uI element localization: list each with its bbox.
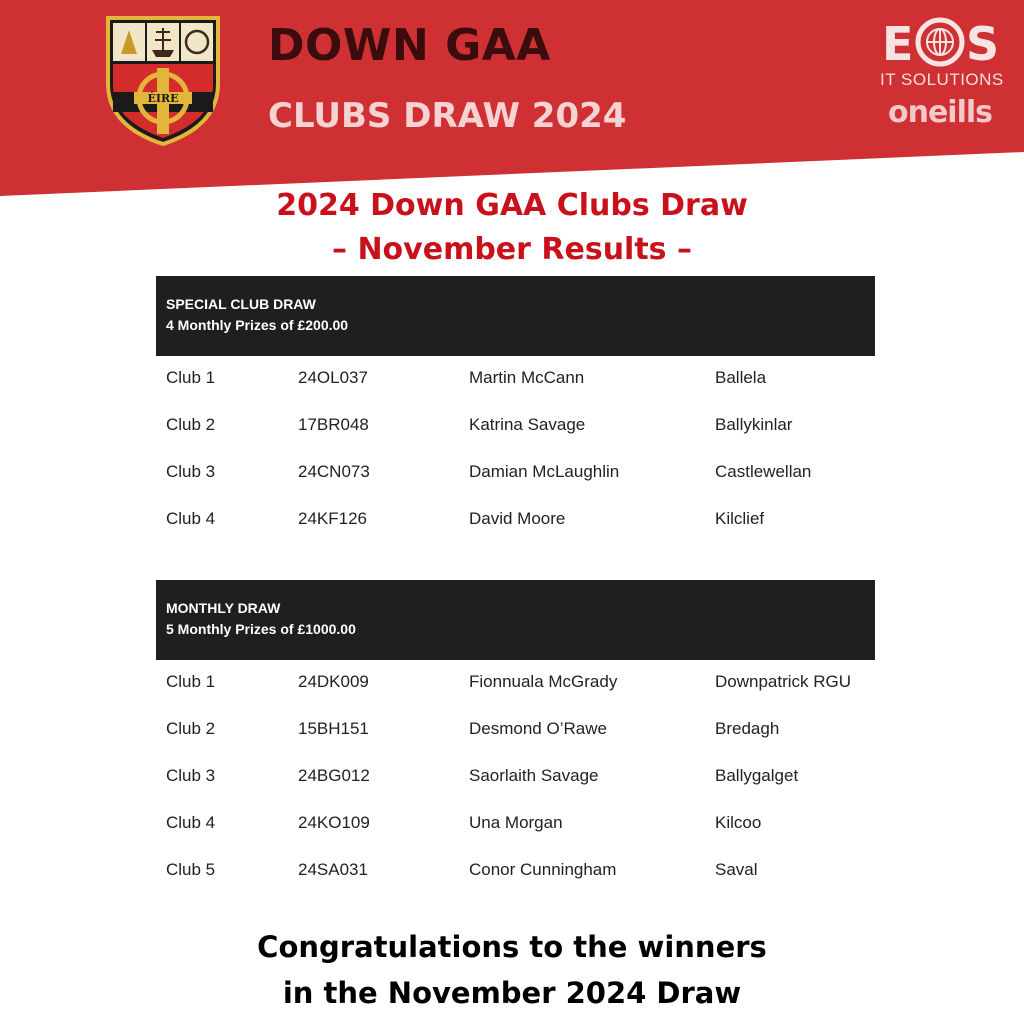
special-draw-header xyxy=(156,276,875,356)
winner-name-cell: Saorlaith Savage xyxy=(469,766,599,785)
table-row xyxy=(166,719,886,766)
eos-sponsor-logo xyxy=(880,10,1000,70)
monthly-draw-header xyxy=(156,580,875,660)
ticket-code-cell: 24DK009 xyxy=(298,672,369,691)
winner-club-cell: Bredagh xyxy=(715,719,780,738)
eos-tagline: IT SOLUTIONS xyxy=(880,70,1004,89)
monthly-draw-results xyxy=(166,672,886,907)
winner-club-cell: Saval xyxy=(715,860,758,879)
winner-club-cell: Ballygalget xyxy=(715,766,799,785)
special-draw-prize: 4 Monthly Prizes of £200.00 xyxy=(166,317,349,333)
ticket-code-cell: 24KO109 xyxy=(298,813,370,832)
club-cell: Club 4 xyxy=(166,509,216,528)
monthly-draw-prize: 5 Monthly Prizes of £1000.00 xyxy=(166,621,356,637)
table-row xyxy=(166,672,886,719)
table-row xyxy=(166,766,886,813)
results-headline: 2024 Down GAA Clubs Draw xyxy=(276,188,748,223)
table-row xyxy=(166,415,886,462)
winner-name-cell: Fionnuala McGrady xyxy=(469,672,618,691)
table-row xyxy=(166,813,886,860)
special-draw-title: SPECIAL CLUB DRAW xyxy=(166,296,316,312)
club-cell: Club 4 xyxy=(166,813,216,832)
table-row xyxy=(166,368,886,415)
winner-club-cell: Downpatrick RGU xyxy=(715,672,852,691)
winner-club-cell: Castlewellan xyxy=(715,462,812,481)
org-title: DOWN GAA xyxy=(268,20,551,71)
winner-name-cell: Katrina Savage xyxy=(469,415,586,434)
oneills-sponsor-logo: oneills xyxy=(887,95,993,130)
club-cell: Club 3 xyxy=(166,766,216,785)
winner-name-cell: Conor Cunningham xyxy=(469,860,617,879)
club-cell: Club 2 xyxy=(166,415,216,434)
svg-text:E: E xyxy=(882,17,914,70)
ticket-code-cell: 15BH151 xyxy=(298,719,369,738)
winner-club-cell: Kilcoo xyxy=(715,813,762,832)
winner-name-cell: Martin McCann xyxy=(469,368,585,387)
club-cell: Club 1 xyxy=(166,672,216,691)
winner-club-cell: Ballela xyxy=(715,368,767,387)
table-row xyxy=(166,462,886,509)
winner-name-cell: David Moore xyxy=(469,509,566,528)
winner-name-cell: Una Morgan xyxy=(469,813,563,832)
ticket-code-cell: 24CN073 xyxy=(298,462,370,481)
club-cell: Club 5 xyxy=(166,860,216,879)
club-cell: Club 1 xyxy=(166,368,216,387)
crest-motto: ÉIRE xyxy=(147,92,179,105)
ticket-code-cell: 24BG012 xyxy=(298,766,370,785)
draw-month-line: in the November 2024 Draw xyxy=(282,976,742,1010)
club-cell: Club 3 xyxy=(166,462,216,481)
congratulations-line: Congratulations to the winners xyxy=(257,930,767,964)
results-subheadline: – November Results – xyxy=(332,232,692,267)
club-cell: Club 2 xyxy=(166,719,216,738)
winner-name-cell: Damian McLaughlin xyxy=(469,462,620,481)
monthly-draw-title: MONTHLY DRAW xyxy=(166,600,281,616)
ticket-code-cell: 24SA031 xyxy=(298,860,368,879)
table-row xyxy=(166,860,886,907)
down-gaa-crest-logo xyxy=(104,14,222,148)
ticket-code-cell: 17BR048 xyxy=(298,415,369,434)
ticket-code-cell: 24OL037 xyxy=(298,368,368,387)
draw-subtitle: CLUBS DRAW 2024 xyxy=(268,96,627,136)
svg-text:S: S xyxy=(966,17,1000,70)
winner-club-cell: Ballykinlar xyxy=(715,415,793,434)
winner-club-cell: Kilclief xyxy=(715,509,765,528)
table-row xyxy=(166,509,886,556)
ticket-code-cell: 24KF126 xyxy=(298,509,367,528)
winner-name-cell: Desmond O’Rawe xyxy=(469,719,607,738)
special-draw-results xyxy=(166,368,886,556)
